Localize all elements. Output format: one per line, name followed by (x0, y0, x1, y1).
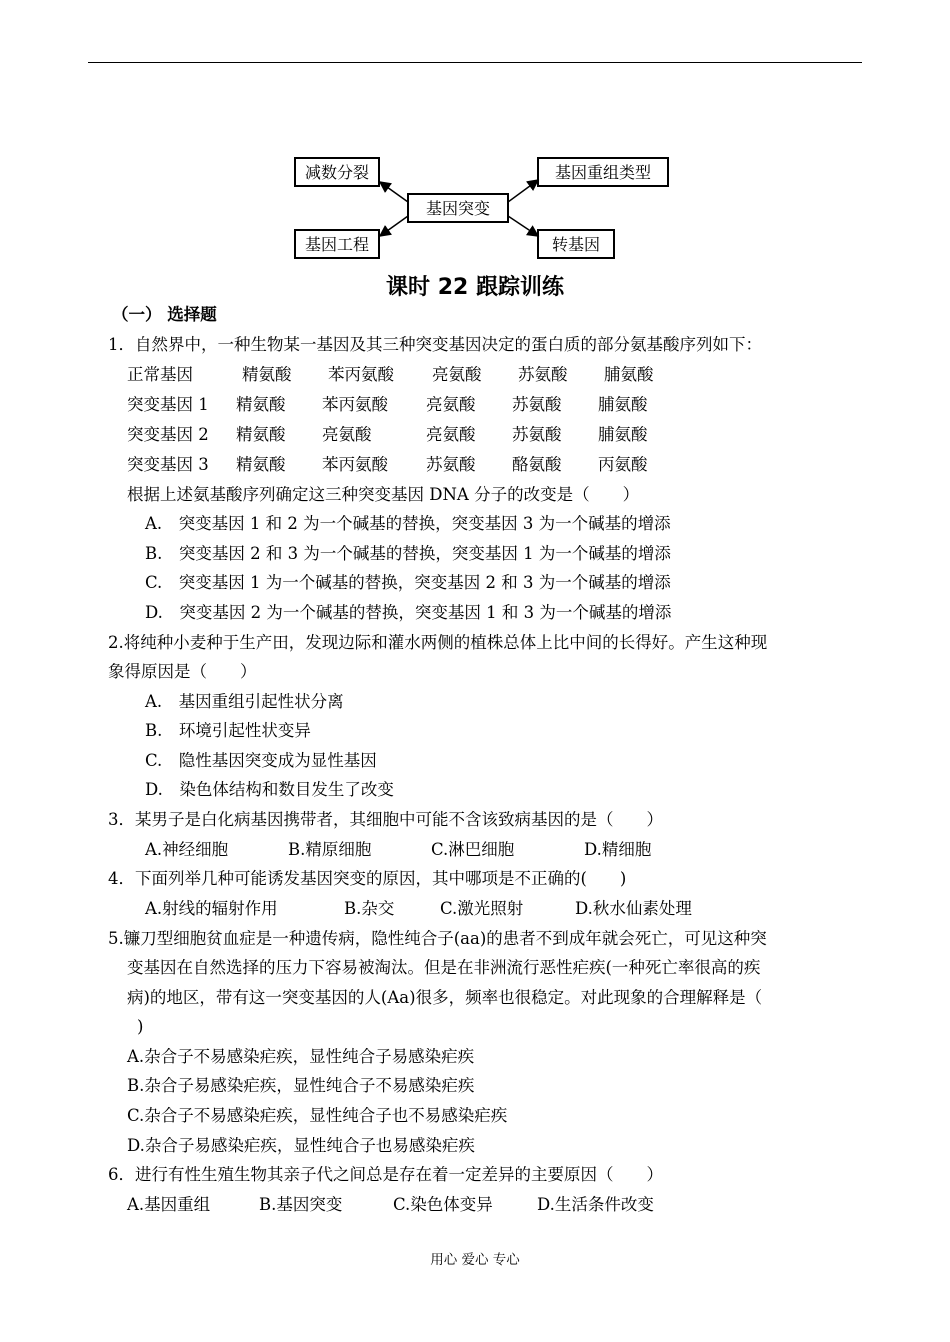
q5-stem-line2: 变基因在自然选择的压力下容易被淘汰。但是在非洲流行恶性疟疾(一种死亡率很高的疾 (127, 958, 761, 977)
q1-cell: 正常基因 (127, 365, 193, 384)
q1-option-c: C. 突变基因 1 为一个碱基的替换，突变基因 2 和 3 为一个碱基的增添 (145, 573, 671, 592)
box-bottom-left (295, 230, 379, 258)
q4-option-b: B.杂交 (344, 899, 395, 918)
concept-diagram (280, 150, 680, 262)
q1-cell: 精氨酸 (242, 365, 292, 384)
q1-option-d: D. 突变基因 2 为一个碱基的替换，突变基因 1 和 3 为一个碱基的增添 (145, 603, 672, 622)
q5-stem-line4: ) (137, 1017, 144, 1036)
q1-cell: 亮氨酸 (322, 425, 372, 444)
box-center (408, 194, 508, 222)
q2-stem-line2: 象得原因是（ ） (108, 662, 257, 681)
q6-options (0, 1194, 950, 1216)
q1-cell: 精氨酸 (236, 425, 286, 444)
q3-option-b: B.精原细胞 (288, 840, 372, 859)
q3-option-c: C.淋巴细胞 (431, 840, 515, 859)
q6-option-a: A.基因重组 (127, 1195, 211, 1214)
box-top-right-label: 基因重组类型 (554, 163, 652, 182)
box-bottom-left-label: 基因工程 (304, 235, 370, 254)
q5-stem-line3: 病)的地区，带有这一突变基因的人(Aa)很多，频率也很稳定。对此现象的合理解释是（ (127, 988, 763, 1007)
q6-option-b: B.基因突变 (259, 1195, 343, 1214)
q1-cell: 脯氨酸 (598, 425, 648, 444)
q4-options (0, 898, 950, 920)
arrow-bottom-left (380, 216, 408, 236)
q1-table-row-3 (0, 454, 950, 476)
q2-stem-line1: 2.将纯种小麦种于生产田，发现边际和灌水两侧的植株总体上比中间的长得好。产生这种现 (108, 633, 768, 652)
q1-cell: 苏氨酸 (518, 365, 568, 384)
q4-option-d: D.秋水仙素处理 (575, 899, 692, 918)
q1-cell: 苯丙氨酸 (322, 395, 388, 414)
q1-cell: 亮氨酸 (432, 365, 482, 384)
q1-table-row-0 (0, 364, 950, 386)
q1-table-row-1 (0, 394, 950, 416)
q4-option-c: C.激光照射 (440, 899, 524, 918)
q1-cell: 苯丙氨酸 (328, 365, 394, 384)
arrow-top-left (380, 182, 408, 202)
q5-stem-line1: 5.镰刀型细胞贫血症是一种遗传病，隐性纯合子(aa)的患者不到成年就会死亡，可见这种突 (108, 929, 767, 948)
q1-cell: 突变基因 2 (127, 425, 209, 444)
box-top-left (295, 158, 379, 186)
q1-cell: 精氨酸 (236, 455, 286, 474)
q3-options (0, 839, 950, 861)
box-top-right (538, 158, 668, 186)
q1-cell: 突变基因 3 (127, 455, 209, 474)
page-title: 课时 22 跟踪训练 (386, 275, 564, 300)
q1-cell: 苏氨酸 (512, 395, 562, 414)
q2-option-d: D. 染色体结构和数目发生了改变 (145, 780, 394, 799)
q1-option-b: B. 突变基因 2 和 3 为一个碱基的替换，突变基因 1 为一个碱基的增添 (145, 544, 671, 563)
q1-cell: 苯丙氨酸 (322, 455, 388, 474)
q5-option-b: B.杂合子易感染疟疾，显性纯合子不易感染疟疾 (127, 1076, 475, 1095)
q5-option-c: C.杂合子不易感染疟疾，显性纯合子也不易感染疟疾 (127, 1106, 508, 1125)
box-top-left-label: 减数分裂 (304, 163, 370, 182)
q6-stem: 6．进行有性生殖生物其亲子代之间总是存在着一定差异的主要原因（ ） (108, 1165, 663, 1184)
q2-option-b: B. 环境引起性状变异 (145, 721, 311, 740)
q1-cell: 丙氨酸 (598, 455, 648, 474)
q6-option-c: C.染色体变异 (393, 1195, 493, 1214)
q1-prompt: 根据上述氨基酸序列确定这三种突变基因 DNA 分子的改变是（ ） (127, 485, 640, 504)
q2-option-a: A. 基因重组引起性状分离 (145, 692, 344, 711)
q3-option-a: A.神经细胞 (145, 840, 229, 859)
q1-cell: 苏氨酸 (426, 455, 476, 474)
q6-option-d: D.生活条件改变 (537, 1195, 654, 1214)
q3-option-d: D.精细胞 (584, 840, 652, 859)
q1-cell: 亮氨酸 (426, 425, 476, 444)
q1-cell: 脯氨酸 (604, 365, 654, 384)
header-rule (88, 62, 862, 63)
box-bottom-right (538, 230, 614, 258)
q3-stem: 3．某男子是白化病基因携带者，其细胞中可能不含该致病基因的是（ ） (108, 810, 663, 829)
q1-cell: 突变基因 1 (127, 395, 209, 414)
q5-option-d: D.杂合子易感染疟疾，显性纯合子也易感染疟疾 (127, 1136, 475, 1155)
page-footer: 用心 爱心 专心 (430, 1252, 520, 1268)
arrow-top-right (508, 180, 538, 202)
q4-option-a: A.射线的辐射作用 (145, 899, 278, 918)
q4-stem: 4．下面列举几种可能诱发基因突变的原因，其中哪项是不正确的( ) (108, 869, 627, 888)
q1-cell: 精氨酸 (236, 395, 286, 414)
section-heading: （一） 选择题 (112, 305, 217, 324)
q1-option-a: A. 突变基因 1 和 2 为一个碱基的替换，突变基因 3 为一个碱基的增添 (145, 514, 671, 533)
q1-stem: 1．自然界中，一种生物某一基因及其三种突变基因决定的蛋白质的部分氨基酸序列如下： (108, 335, 762, 354)
arrow-bottom-right (508, 216, 538, 236)
q2-option-c: C. 隐性基因突变成为显性基因 (145, 751, 377, 770)
q1-cell: 苏氨酸 (512, 425, 562, 444)
q5-option-a: A.杂合子不易感染疟疾，显性纯合子易感染疟疾 (127, 1047, 475, 1066)
q1-table-row-2 (0, 424, 950, 446)
q1-cell: 亮氨酸 (426, 395, 476, 414)
q1-cell: 脯氨酸 (598, 395, 648, 414)
box-center-label: 基因突变 (425, 199, 491, 218)
q1-cell: 酪氨酸 (512, 455, 562, 474)
box-bottom-right-label: 转基因 (551, 235, 601, 254)
